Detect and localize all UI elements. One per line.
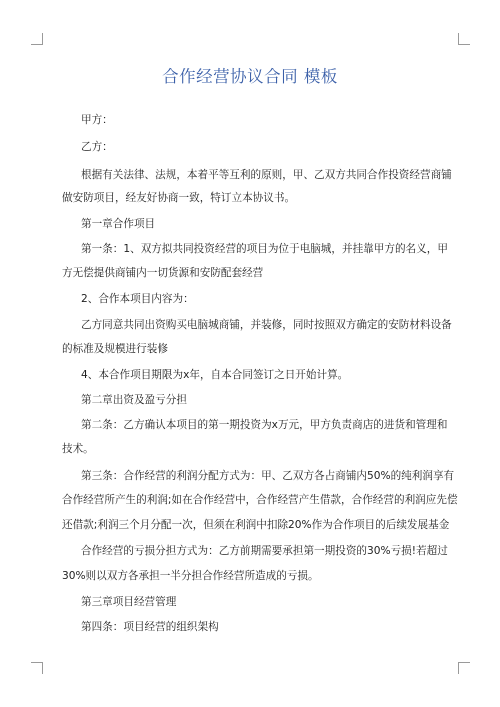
document-title: 合作经营协议合同 模板 [162,67,338,86]
paragraph-line: 4、本合作项目期限为x年，自本合同签订之日开始计算。 [81,369,349,381]
party-b-line: 乙方： [81,141,113,153]
paragraph-line: 的标准及规模进行装修 [62,343,168,355]
paragraph-line: 第三条：合作经营的利润分配方式为：甲、乙双方各占商铺内50%的纯利润享有 [81,470,455,482]
paragraph-line: 合作经营的亏损分担方式为：乙方前期需要承担第一期投资的30%亏损!若超过 [81,545,448,557]
chapter-heading: 第三章项目经营管理 [81,596,177,608]
paragraph-line: 第一条：1、双方拟共同投资经营的项目为位于电脑城，并挂靠甲方的名义，甲 [81,243,448,255]
chapter-heading: 第二章出资及盈亏分担 [81,394,187,406]
chapter-heading: 第一章合作项目 [81,218,156,230]
paragraph-line: 做安防项目，经友好协商一致，特订立本协议书。 [62,192,296,204]
paragraph-line: 根据有关法律、法规，本着平等互利的原则，甲、乙双方共同合作投资经营商铺 [81,169,452,181]
paragraph-line: 乙方同意共同出资购买电脑城商铺，并装修，同时按照双方确定的安防材料设备 [81,319,452,331]
paragraph-line: 技术。 [62,443,94,455]
corner-mark-bottom-left [31,662,43,674]
paragraph-line: 还借款;利润三个月分配一次，但须在利润中扣除20%作为合作项目的后续发展基金 [62,519,450,531]
corner-mark-top-right [458,33,470,45]
party-a-line: 甲方： [81,114,113,126]
corner-mark-top-left [31,33,43,45]
paragraph-line: 第四条：项目经营的组织架构 [81,621,219,633]
corner-mark-bottom-right [458,662,470,674]
paragraph-line: 合作经营所产生的利润;如在合作经营中，合作经营产生借款，合作经营的利润应先偿 [62,494,458,506]
paragraph-line: 方无偿提供商铺内一切货源和安防配套经营 [62,267,264,279]
paragraph-line: 30%则以双方各承担一半分担合作经营所造成的亏损。 [62,570,319,582]
paragraph-line: 第二条：乙方确认本项目的第一期投资为x万元，甲方负责商店的进货和管理和 [81,419,448,431]
paragraph-line: 2、合作本项目内容为： [81,293,194,305]
